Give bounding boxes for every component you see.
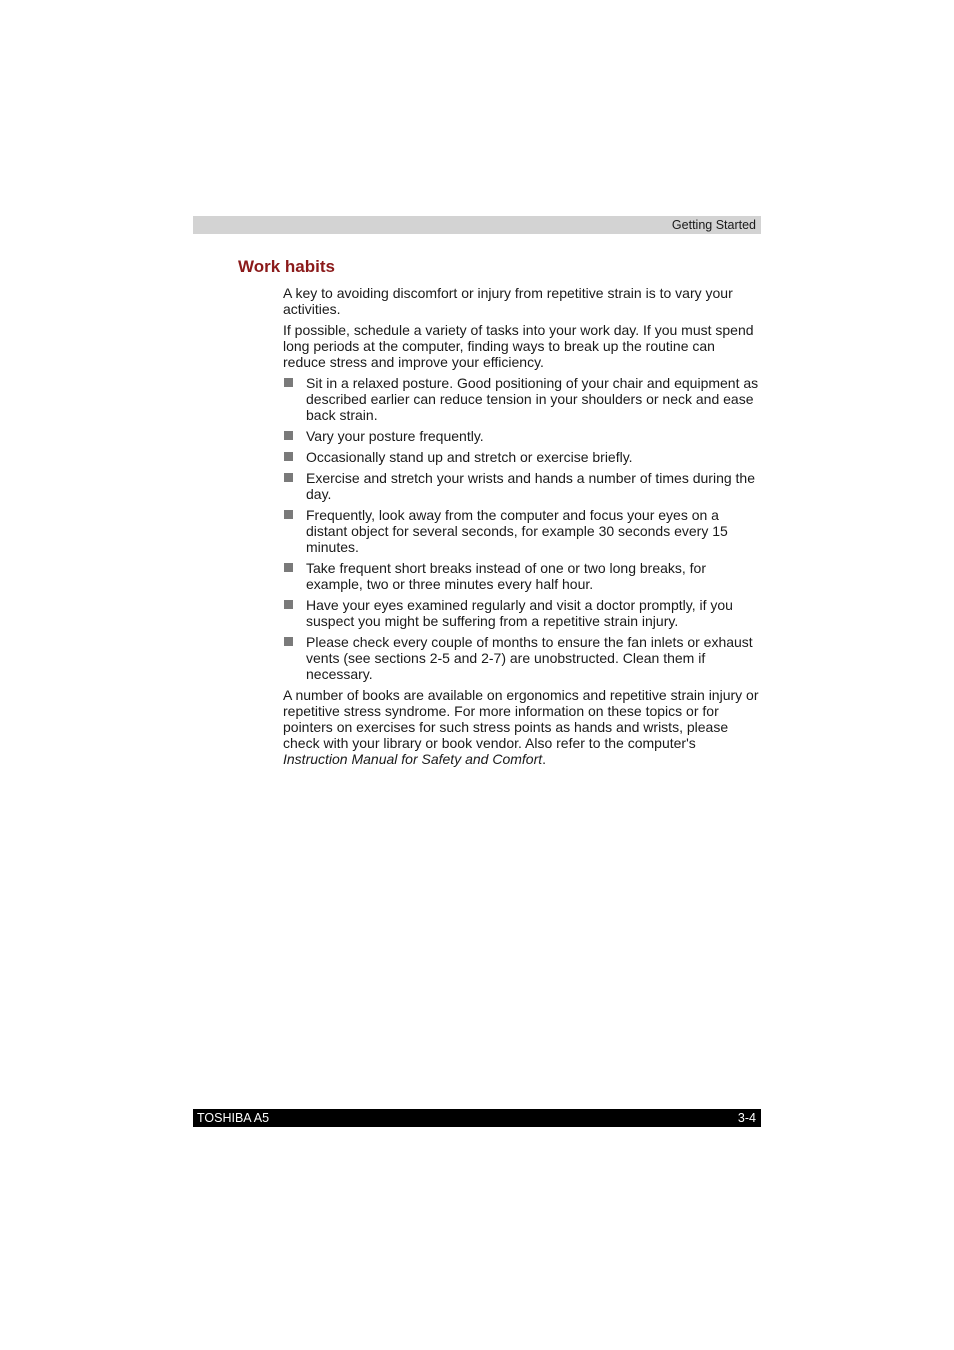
list-item-text: Frequently, look away from the computer and focus your eyes on a distant object for several seconds, for example 30 seconds every 15 minutes.: [306, 507, 728, 555]
closing-end: .: [542, 751, 547, 767]
square-bullet-icon: [284, 637, 293, 646]
list-item: [283, 560, 761, 592]
footer-product-name: TOSHIBA A5: [197, 1111, 270, 1125]
list-item: [283, 507, 761, 555]
intro-paragraph-1: A key to avoiding discomfort or injury from repetitive strain is to vary your activities.: [283, 285, 733, 317]
list-item: [283, 634, 761, 682]
list-item: [283, 375, 761, 423]
page-footer-bar: [193, 1109, 761, 1127]
square-bullet-icon: [284, 600, 293, 609]
list-item-text: Exercise and stretch your wrists and hands a number of times during the day.: [306, 470, 755, 502]
list-item-text: Sit in a relaxed posture. Good positioning of your chair and equipment as described earlier can reduce tension in your shoulders or neck and ease back strain.: [306, 375, 759, 423]
square-bullet-icon: [284, 563, 293, 572]
tips-list: [283, 375, 761, 682]
list-item-text: Have your eyes examined regularly and visit a doctor promptly, if you suspect you might be suffering from a repetitive strain injury.: [306, 597, 733, 629]
list-item-text: Please check every couple of months to ensure the fan inlets or exhaust vents (see sections 2-5 and 2-7) are unobstructed. Clean them if necessary.: [306, 634, 753, 682]
closing-paragraph: [283, 687, 761, 767]
intro-paragraph-2: If possible, schedule a variety of tasks into your work day. If you must spend long periods at the computer, finding ways to break up the routine can reduce stress and improve your efficiency.: [283, 322, 754, 370]
list-item: [283, 597, 761, 629]
square-bullet-icon: [284, 473, 293, 482]
closing-text: A number of books are available on ergonomics and repetitive strain injury or repetitive stress syndrome. For more information on these topics or for pointers on exercises for such stress points as hands and wrists, please check with your library or book vendor. Also refer to the computer's: [283, 687, 759, 751]
list-item: [283, 470, 761, 502]
body-content: [283, 285, 761, 772]
list-item: [283, 428, 761, 444]
list-item-text: Take frequent short breaks instead of one or two long breaks, for example, two or three minutes every half hour.: [306, 560, 707, 592]
header-section-title: Getting Started: [671, 218, 756, 232]
list-item-text: Vary your posture frequently.: [306, 428, 484, 444]
section-heading: Work habits: [238, 257, 335, 276]
square-bullet-icon: [284, 452, 293, 461]
square-bullet-icon: [284, 510, 293, 519]
footer-page-number: 3-4: [737, 1111, 756, 1125]
list-item: [283, 449, 761, 465]
list-item-text: Occasionally stand up and stretch or exercise briefly.: [306, 449, 633, 465]
square-bullet-icon: [284, 378, 293, 387]
page-header-bar: [193, 216, 761, 234]
manual-reference: Instruction Manual for Safety and Comfort: [283, 751, 543, 767]
square-bullet-icon: [284, 431, 293, 440]
